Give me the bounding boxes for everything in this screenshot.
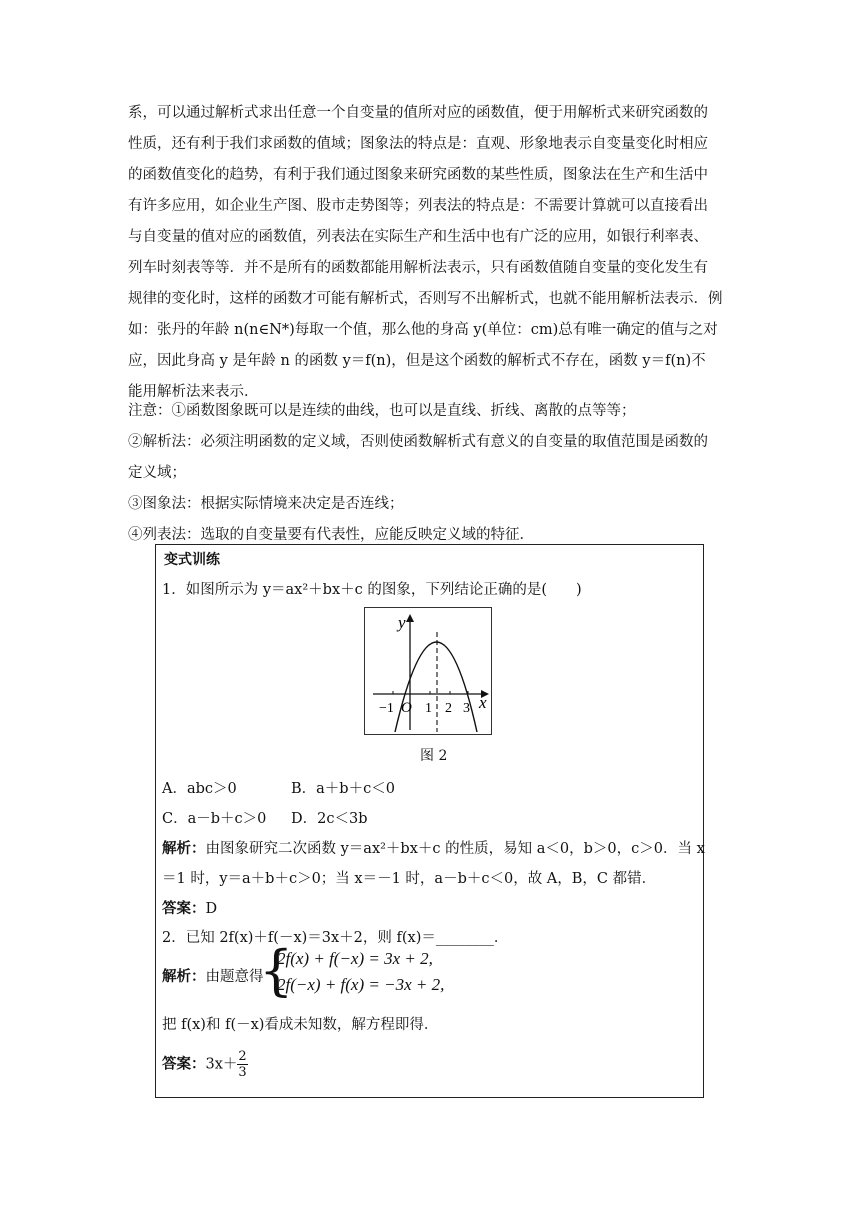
text-line: 系，可以通过解析式求出任意一个自变量的值所对应的函数值，便于用解析式来研究函数的 [128, 105, 708, 121]
answer-1 [162, 897, 217, 918]
exercise-box [155, 544, 704, 1098]
note-line: ③图象法：根据实际情境来决定是否连线； [128, 496, 404, 512]
fraction-denominator: 3 [238, 1065, 247, 1080]
analysis-1-line-1 [162, 837, 705, 858]
answer-2 [162, 1049, 248, 1080]
answer-label: 答案： [162, 901, 206, 917]
y-label: y [398, 613, 406, 632]
analysis-2-line-2: 把 f(x)和 f(－x)看成未知数，解方程即得． [162, 1017, 439, 1033]
figure-caption: 图 2 [420, 748, 448, 764]
paragraph-notes [128, 396, 722, 551]
answer-1-value: D [205, 901, 218, 917]
note-line: ②解析法：必须注明函数的定义域，否则使函数解析式有意义的自变量的取值范围是函数的 [128, 434, 708, 450]
text-line: 与自变量的值对应的函数值，列表法在实际生产和生活中也有广泛的应用，如银行利率表、 [128, 229, 708, 245]
tick-label: 2 [445, 701, 452, 716]
equation-system [259, 939, 489, 1002]
text-line: 列车时刻表等等．并不是所有的函数都能用解析法表示，只有函数值随自变量的变化发生有 [128, 260, 708, 276]
analysis-2-line-1 [162, 965, 264, 986]
question-2: 2．已知 2f(x)＋f(－x)＝3x＋2，则 f(x)＝________． [162, 930, 509, 946]
parabola-graph [364, 607, 492, 735]
question-1: 1．如图所示为 y＝ax²＋bx＋c 的图象，下列结论正确的是( ) [162, 582, 582, 598]
option-b: B．a＋b＋c＜0 [291, 781, 395, 797]
note-line: 定义域； [128, 465, 186, 481]
text-line: 能用解析法来表示． [128, 384, 259, 400]
option-c: C．a－b＋c＞0 [162, 811, 267, 827]
text-line: 性质，还有利于我们求函数的值域；图象法的特点是：直观、形象地表示自变量变化时相应 [128, 136, 708, 152]
text-line: 的函数值变化的趋势，有利于我们通过图象来研究函数的某些性质，图象法在生产和生活中 [128, 167, 708, 183]
parabola-svg [365, 608, 491, 734]
origin-label: O [401, 700, 412, 716]
analysis-label: 解析： [162, 969, 206, 985]
parabola-curve [395, 642, 477, 732]
tick-label: −1 [379, 701, 394, 716]
equation-2: 2f(−x) + f(x) = −3x + 2, [277, 975, 445, 994]
tick-label: 3 [463, 701, 470, 716]
option-a: A．abc＞0 [162, 781, 237, 797]
analysis-1-text: 由图象研究二次函数 y＝ax²＋bx＋c 的性质，易知 a＜0，b＞0，c＞0．当 x [205, 841, 705, 857]
exercise-title: 变式训练 [164, 552, 220, 568]
analysis-1-line-2: ＝1 时，y＝a＋b＋c＞0；当 x＝－1 时，a－b＋c＜0，故 A，B，C 都错． [162, 871, 657, 887]
paragraph-function-representation [128, 98, 722, 408]
text-line: 如：张丹的年龄 n(n∈N*)每取一个值，那么他的身高 y(单位：cm)总有唯一确定的值与之对 [128, 322, 718, 338]
fraction [237, 1049, 247, 1080]
text-line: 有许多应用，如企业生产图、股市走势图等；列表法的特点是：不需要计算就可以直接看出 [128, 198, 708, 214]
x-label: x [479, 693, 487, 712]
note-line: ④列表法：选取的自变量要有代表性，应能反映定义域的特征． [128, 527, 534, 543]
analysis-2-text: 由题意得 [205, 969, 264, 985]
brace-symbol: { [259, 939, 294, 1002]
fraction-numerator: 2 [238, 1049, 247, 1064]
analysis-label: 解析： [162, 841, 206, 857]
text-line: 应，因此身高 y 是年龄 n 的函数 y＝f(n)，但是这个函数的解析式不存在，函数 y＝f(n)不 [128, 353, 706, 369]
y-axis-arrow [406, 614, 414, 622]
note-line: 注意：①函数图象既可以是连续的曲线，也可以是直线、折线、离散的点等等； [128, 403, 636, 419]
answer-2-prefix: 3x＋ [205, 1056, 238, 1073]
text-line: 规律的变化时，这样的函数才可能有解析式，否则写不出解析式，也就不能用解析法表示．例 [128, 291, 722, 307]
tick-label: 1 [425, 701, 432, 716]
answer-label: 答案： [162, 1056, 206, 1073]
equation-1: 2f(x) + f(−x) = 3x + 2, [277, 949, 433, 968]
option-d: D．2c＜3b [291, 811, 368, 827]
